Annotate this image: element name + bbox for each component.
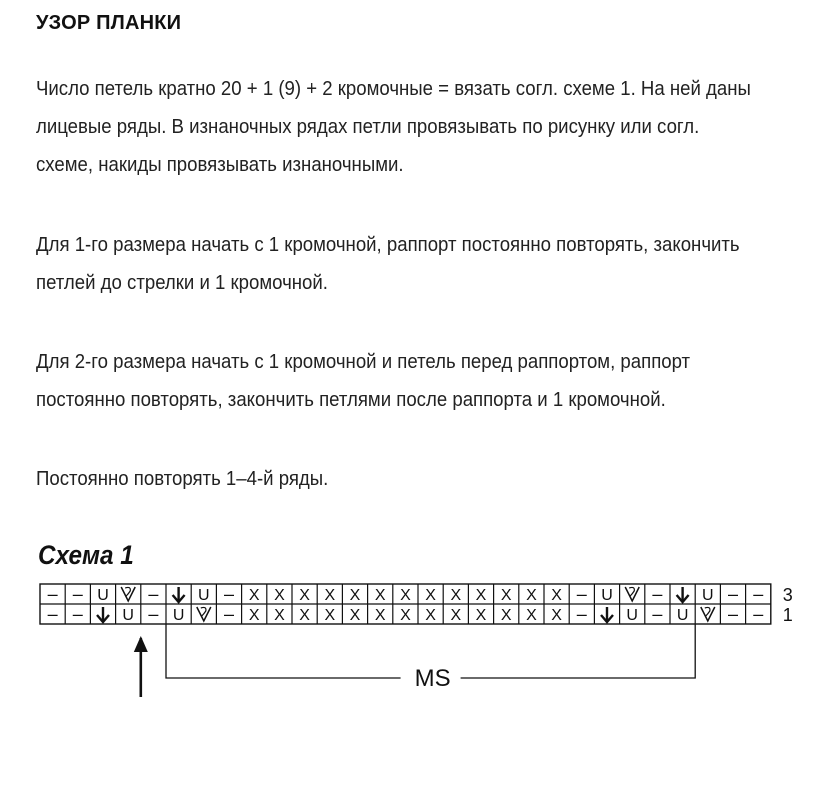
repeat-label: MS — [414, 665, 451, 692]
purl-dash-symbol: – — [223, 604, 235, 624]
purl-dash-symbol: – — [148, 604, 159, 624]
paragraph-3: Для 2-го размера начать с 1 кромочной и петель перед раппортом, раппорт постоянно повторять, закончить петлями после раппорта и 1 кромочной. — [36, 351, 691, 411]
paragraph-2: Для 1-го размера начать с 1 кромочной, раппорт постоянно повторять, закончить петлей до стрелки и 1 кромочной. — [36, 234, 740, 294]
knitting-chart — [0, 570, 822, 710]
cross-symbol: X — [299, 607, 310, 624]
purl-dash-symbol: – — [727, 584, 739, 604]
yarn-over-symbol: U — [601, 587, 613, 604]
row-label: 3 — [782, 585, 793, 605]
page-title: УЗОР ПЛАНКИ — [36, 12, 182, 34]
purl-dash-symbol: – — [576, 604, 587, 624]
cross-symbol: X — [450, 607, 462, 624]
cross-symbol: X — [425, 607, 436, 624]
purl-dash-symbol: – — [576, 584, 587, 604]
arrow-down-symbol — [677, 587, 689, 602]
cross-symbol: X — [349, 607, 361, 624]
purl-dash-symbol: – — [652, 584, 663, 604]
yarn-over-symbol: U — [198, 587, 210, 604]
purl-dash-symbol: – — [753, 604, 764, 624]
cross-symbol: X — [400, 607, 411, 624]
cross-symbol: X — [299, 587, 310, 604]
decrease-symbol-curl — [201, 607, 206, 616]
yarn-over-symbol: U — [676, 607, 689, 624]
arrow-down-symbol — [601, 607, 613, 622]
cross-symbol: X — [526, 607, 537, 624]
paragraph-4: Постоянно повторять 1–4-й ряды. — [36, 468, 329, 490]
cross-symbol: X — [374, 607, 386, 624]
row-label: 1 — [782, 605, 793, 625]
purl-dash-symbol: – — [47, 604, 58, 624]
cross-symbol: X — [450, 587, 462, 604]
yarn-over-symbol: U — [122, 607, 134, 624]
purl-dash-symbol: – — [753, 584, 764, 604]
cross-symbol: X — [274, 607, 285, 624]
decrease-symbol-curl — [629, 587, 634, 596]
cross-symbol: X — [475, 587, 487, 604]
arrow-down-symbol — [97, 607, 109, 622]
cross-symbol: X — [349, 587, 361, 604]
cross-symbol: X — [248, 607, 260, 624]
yarn-over-symbol: U — [702, 587, 714, 604]
purl-dash-symbol: – — [652, 604, 663, 624]
repeat-bracket-left — [166, 624, 401, 678]
arrow-down-symbol — [173, 587, 185, 602]
decrease-symbol-curl — [705, 607, 710, 616]
cross-symbol: X — [500, 587, 512, 604]
cross-symbol: X — [526, 587, 537, 604]
cross-symbol: X — [475, 607, 487, 624]
purl-dash-symbol: – — [727, 604, 739, 624]
purl-dash-symbol: – — [72, 584, 83, 604]
cross-symbol: X — [324, 607, 336, 624]
cross-symbol: X — [248, 587, 260, 604]
purl-dash-symbol: – — [148, 584, 159, 604]
start-arrow-head — [134, 636, 148, 652]
cross-symbol: X — [374, 587, 386, 604]
cross-symbol: X — [274, 587, 285, 604]
paragraph-1: Число петель кратно 20 + 1 (9) + 2 кромочные = вязать согл. схеме 1. На ней даны лицевые ряды. В изнаночных рядах петли провязывать по рисунку или согл. схеме, накиды провязывать изнаночными. — [36, 78, 751, 176]
purl-dash-symbol: – — [72, 604, 83, 624]
cross-symbol: X — [324, 587, 336, 604]
yarn-over-symbol: U — [172, 607, 185, 624]
cross-symbol: X — [551, 587, 562, 604]
repeat-bracket-right — [461, 624, 696, 678]
scheme-title: Схема 1 — [38, 540, 134, 570]
purl-dash-symbol: – — [223, 584, 235, 604]
cross-symbol: X — [551, 607, 562, 624]
purl-dash-symbol: – — [47, 584, 58, 604]
cross-symbol: X — [425, 587, 436, 604]
cross-symbol: X — [400, 587, 411, 604]
yarn-over-symbol: U — [626, 607, 638, 624]
decrease-symbol-curl — [125, 587, 130, 596]
yarn-over-symbol: U — [97, 587, 109, 604]
cross-symbol: X — [500, 607, 512, 624]
